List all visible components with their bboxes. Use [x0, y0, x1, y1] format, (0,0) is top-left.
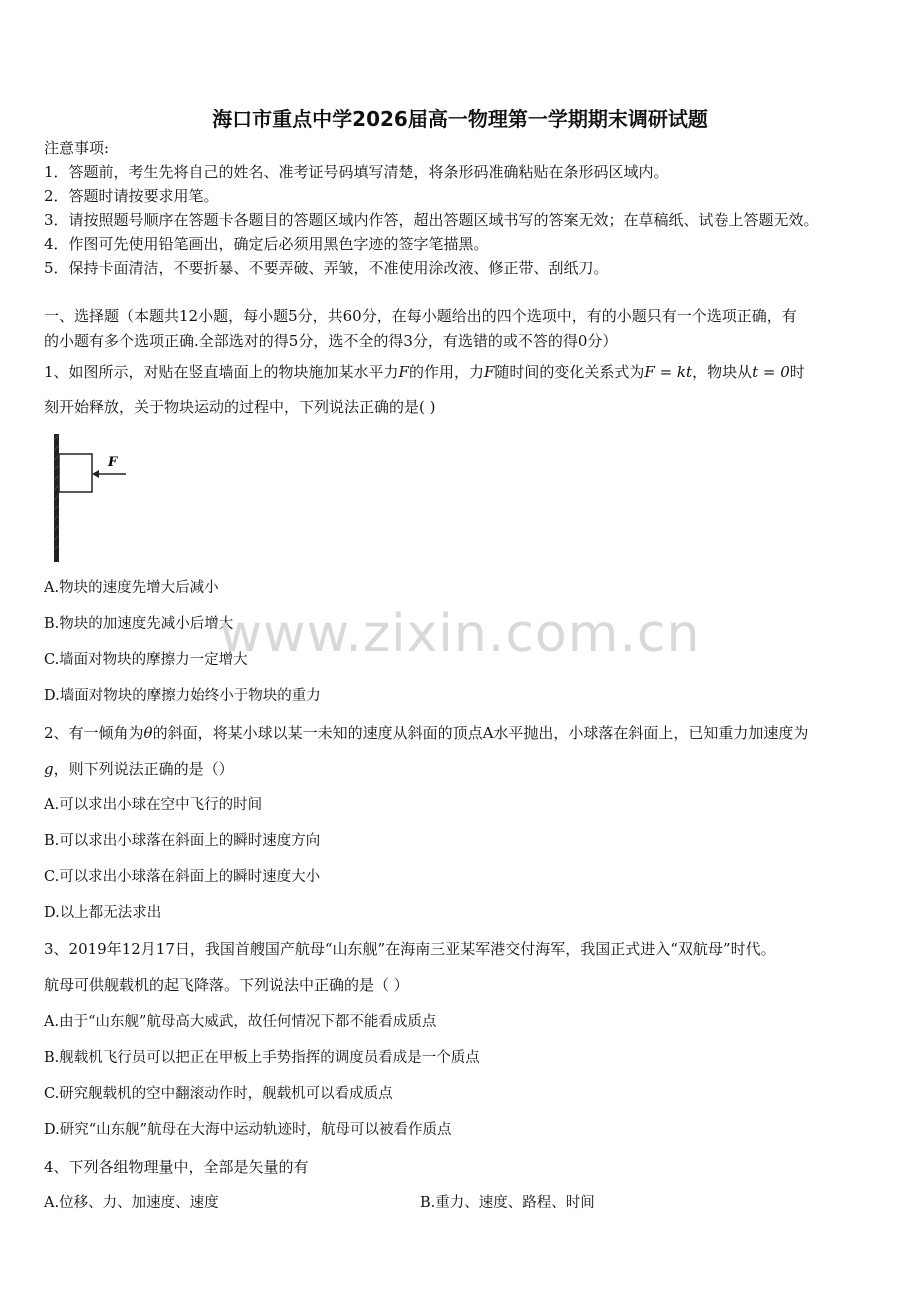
block	[59, 454, 92, 492]
q1-option-c: C.墙面对物块的摩擦力一定增大	[44, 652, 248, 668]
question-2-stem: 2、有一倾角为θ的斜面，将某小球以某一未知的速度从斜面的顶点A水平抛出，小球落在斜面上，已知重力加速度为	[44, 724, 809, 742]
watermark: www.zixin.com.cn	[219, 604, 701, 664]
question-3-stem: 3、2019年12月17日，我国首艘国产航母“山东舰”在海南三亚某军港交付海军，我国正式进入“双航母”时代。	[44, 940, 776, 958]
q2-option-d: D.以上都无法求出	[44, 905, 162, 921]
question-2-stem-line2: g，则下列说法正确的是（）	[44, 760, 234, 778]
notice-item-2: 2．答题时请按要求用笔。	[44, 187, 219, 205]
var-F: F	[483, 363, 495, 381]
formula-f-kt: F = kt	[644, 363, 693, 381]
notice-item-5: 5．保持卡面清洁，不要折暴、不要弄破、弄皱，不准使用涂改液、修正带、刮纸刀。	[44, 259, 609, 277]
q1-option-a: A.物块的速度先增大后减小	[44, 580, 219, 596]
q2-option-a: A.可以求出小球在空中飞行的时间	[44, 797, 263, 813]
question-1-stem-line2: 刻开始释放，关于物块运动的过程中，下列说法正确的是( )	[44, 398, 436, 416]
page-title: 海口市重点中学2026届高一物理第一学期期末调研试题	[212, 107, 708, 131]
force-label: F	[108, 455, 118, 470]
q3-option-d: D.研究“山东舰”航母在大海中运动轨迹时，航母可以被看作质点	[44, 1122, 452, 1138]
notice-item-1: 1．答题前，考生先将自己的姓名、准考证号码填写清楚，将条形码准确粘贴在条形码区域内。	[44, 163, 669, 181]
question-3-stem-line2: 航母可供舰载机的起飞降落。下列说法中正确的是（ ）	[44, 976, 409, 994]
q3-option-b: B.舰载机飞行员可以把正在甲板上手势指挥的调度员看成是一个质点	[44, 1050, 480, 1066]
notice-heading: 注意事项:	[44, 139, 110, 157]
q4-option-a: A.位移、力、加速度、速度	[44, 1195, 219, 1211]
var-g: g	[44, 760, 54, 778]
q2-option-c: C.可以求出小球落在斜面上的瞬时速度大小	[44, 869, 321, 885]
q4-option-b: B.重力、速度、路程、时间	[420, 1195, 595, 1211]
q1-option-b: B.物块的加速度先减小后增大	[44, 616, 234, 632]
q3-option-a: A.由于“山东舰”航母高大威武，故任何情况下都不能看成质点	[44, 1014, 437, 1030]
var-F: F	[398, 363, 409, 381]
force-arrowhead	[92, 470, 99, 478]
notice-item-3: 3．请按照题号顺序在答题卡各题目的答题区域内作答，超出答题区域书写的答案无效；在草稿纸、试卷上答题无效。	[44, 211, 819, 229]
question-4-stem: 4、下列各组物理量中，全部是矢量的有	[44, 1158, 309, 1176]
q1-option-d: D.墙面对物块的摩擦力始终小于物块的重力	[44, 688, 321, 704]
question-1-stem: 1、如图所示，对贴在竖直墙面上的物块施加某水平力F的作用，力F随时间的变化关系式为F = kt，物块从t = 0时	[44, 363, 805, 381]
wall-block-figure	[44, 430, 134, 565]
q2-option-b: B.可以求出小球落在斜面上的瞬时速度方向	[44, 833, 321, 849]
formula-t0: t = 0	[752, 363, 790, 381]
var-theta: θ	[143, 724, 153, 742]
q3-option-c: C.研究舰载机的空中翻滚动作时，舰载机可以看成质点	[44, 1086, 393, 1102]
section-heading-line1: 一、选择题（本题共12小题，每小题5分，共60分，在每小题给出的四个选项中，有的小题只有一个选项正确，有	[44, 307, 797, 325]
notice-item-4: 4．作图可先使用铅笔画出，确定后必须用黑色字迹的签字笔描黑。	[44, 235, 489, 253]
section-heading-line2: 的小题有多个选项正确.全部选对的得5分，选不全的得3分，有选错的或不答的得0分）	[44, 332, 618, 350]
